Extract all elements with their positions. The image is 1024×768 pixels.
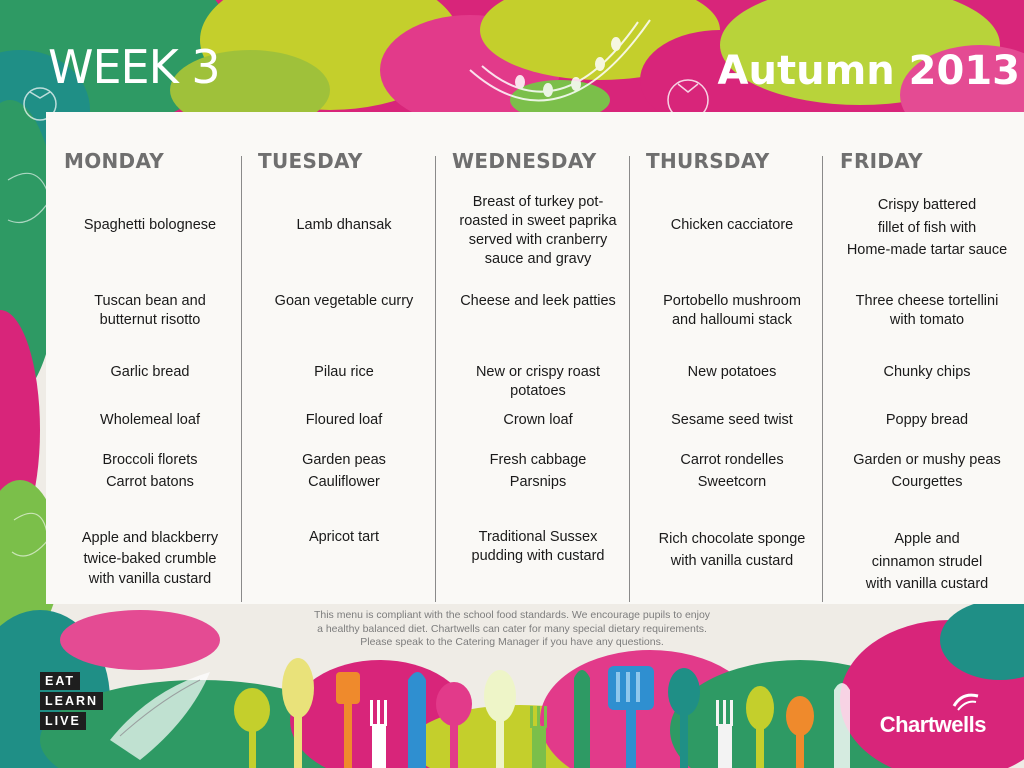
menu-text: Goan vegetable curry (274, 293, 414, 309)
compliance-note (262, 609, 762, 650)
menu-text: Apricot tart (308, 529, 380, 545)
menu-text: cinnamon strudel (871, 553, 983, 570)
thursday-vegetables (639, 449, 825, 493)
menu-text: with vanilla custard (88, 571, 212, 587)
tuesday-main-dish (251, 216, 437, 235)
monday-main-dish (57, 216, 243, 235)
week-title: WEEK 3 (48, 40, 220, 94)
wednesday-dessert (445, 528, 631, 566)
knife-icon (408, 672, 426, 768)
menu-text: Poppy bread (885, 412, 969, 428)
menu-text: Apple and blackberry (81, 530, 219, 546)
menu-text: Traditional Sussex (478, 529, 598, 545)
menu-text: New potatoes (687, 364, 777, 380)
menu-text: Crispy battered (877, 197, 977, 213)
menu-text: Spaghetti bolognese (83, 217, 217, 233)
menu-text: Apple and (894, 531, 960, 547)
thursday-vegetarian-dish (639, 292, 825, 330)
tuesday-dessert (251, 528, 437, 547)
menu-text: Breast of turkey pot- (472, 194, 604, 210)
menu-text: Courgettes (891, 474, 963, 490)
day-header-thursday: THURSDAY (646, 149, 770, 173)
menu-text: Carrot rondelles (680, 452, 784, 468)
monday-vegetables (57, 449, 243, 493)
friday-main-dish (834, 194, 1020, 262)
thursday-side (639, 363, 825, 382)
note-line: This menu is compliant with the school food standards. We encourage pupils to enjoy (313, 609, 711, 621)
wednesday-vegetables (445, 449, 631, 493)
wednesday-side (445, 363, 631, 401)
menu-text: Cheese and leek patties (460, 293, 616, 309)
menu-text: Garlic bread (110, 364, 190, 380)
menu-text: Garden peas (302, 452, 386, 468)
friday-dessert (834, 528, 1020, 596)
menu-text: Fresh cabbage (489, 452, 587, 468)
menu-text: Floured loaf (305, 412, 383, 428)
day-header-tuesday: TUESDAY (258, 149, 363, 173)
wednesday-bread (445, 411, 631, 430)
menu-text: and halloumi stack (671, 312, 793, 328)
season-title: Autumn 2013 (717, 48, 1020, 94)
menu-text: New or crispy roast (475, 364, 601, 380)
menu-text: Lamb dhansak (296, 217, 392, 233)
menu-text: twice-baked crumble (83, 550, 217, 567)
menu-text: served with cranberry (468, 232, 608, 248)
menu-text: Home-made tartar sauce (846, 242, 1008, 258)
menu-text: Tuscan bean and (94, 293, 206, 309)
menu-text: Three cheese tortellini (855, 293, 999, 309)
day-header-friday: FRIDAY (840, 149, 923, 173)
fork-icon (716, 700, 733, 768)
menu-text: butternut risotto (99, 312, 201, 328)
thursday-bread (639, 411, 825, 430)
chartwells-mark-icon (952, 690, 980, 712)
monday-vegetarian-dish (57, 292, 243, 330)
menu-text: Parsnips (509, 474, 567, 490)
chartwells-logo: Chartwells (879, 712, 986, 737)
fork-icon (530, 706, 547, 768)
tuesday-vegetables (251, 449, 437, 493)
menu-text: Chunky chips (883, 364, 971, 380)
logo-word: LIVE (40, 712, 86, 730)
menu-text: with vanilla custard (865, 576, 989, 592)
menu-text: Broccoli florets (102, 452, 198, 468)
monday-dessert (57, 528, 243, 590)
monday-side (57, 363, 243, 382)
menu-text: Wholemeal loaf (100, 412, 200, 428)
menu-text: roasted in sweet paprika (459, 213, 617, 229)
menu-text: pudding with custard (471, 548, 605, 564)
menu-text: with tomato (889, 312, 965, 328)
knife-icon (834, 683, 850, 768)
eat-learn-live-logo (40, 672, 103, 732)
day-header-monday: MONDAY (64, 149, 165, 173)
monday-bread (57, 411, 243, 430)
menu-text: Portobello mushroom (663, 293, 801, 309)
menu-text: potatoes (510, 383, 566, 399)
menu-text: Crown loaf (503, 412, 573, 428)
menu-text: Carrot batons (106, 474, 194, 490)
fork-icon (370, 700, 387, 768)
menu-text: Sweetcorn (697, 474, 767, 490)
menu-text: Rich chocolate sponge (658, 531, 806, 547)
wednesday-main-dish (445, 193, 631, 269)
menu-text: sauce and gravy (484, 251, 592, 267)
menu-text: Chicken cacciatore (670, 217, 794, 233)
menu-text: fillet of fish with (877, 219, 977, 236)
tuesday-side (251, 363, 437, 382)
friday-vegetarian-dish (834, 292, 1020, 330)
friday-vegetables (834, 449, 1020, 493)
friday-side (834, 363, 1020, 382)
menu-text: Sesame seed twist (671, 412, 793, 428)
menu-text: Pilau rice (314, 364, 374, 380)
wednesday-vegetarian-dish (445, 292, 631, 311)
menu-text: with vanilla custard (670, 553, 794, 569)
menu-text: Garden or mushy peas (853, 452, 1001, 468)
tuesday-vegetarian-dish (251, 292, 437, 311)
logo-word: EAT (40, 672, 80, 690)
logo-word: LEARN (40, 692, 103, 710)
knife-icon (574, 670, 590, 768)
day-header-wednesday: WEDNESDAY (452, 149, 597, 173)
menu-text: Cauliflower (308, 474, 380, 490)
thursday-main-dish (639, 216, 825, 235)
thursday-dessert (639, 528, 825, 572)
note-line: Please speak to the Catering Manager if you have any questions. (360, 636, 664, 648)
note-line: a healthy balanced diet. Chartwells can cater for many special dietary requirements. (317, 622, 707, 635)
tuesday-bread (251, 411, 437, 430)
friday-bread (834, 411, 1020, 430)
